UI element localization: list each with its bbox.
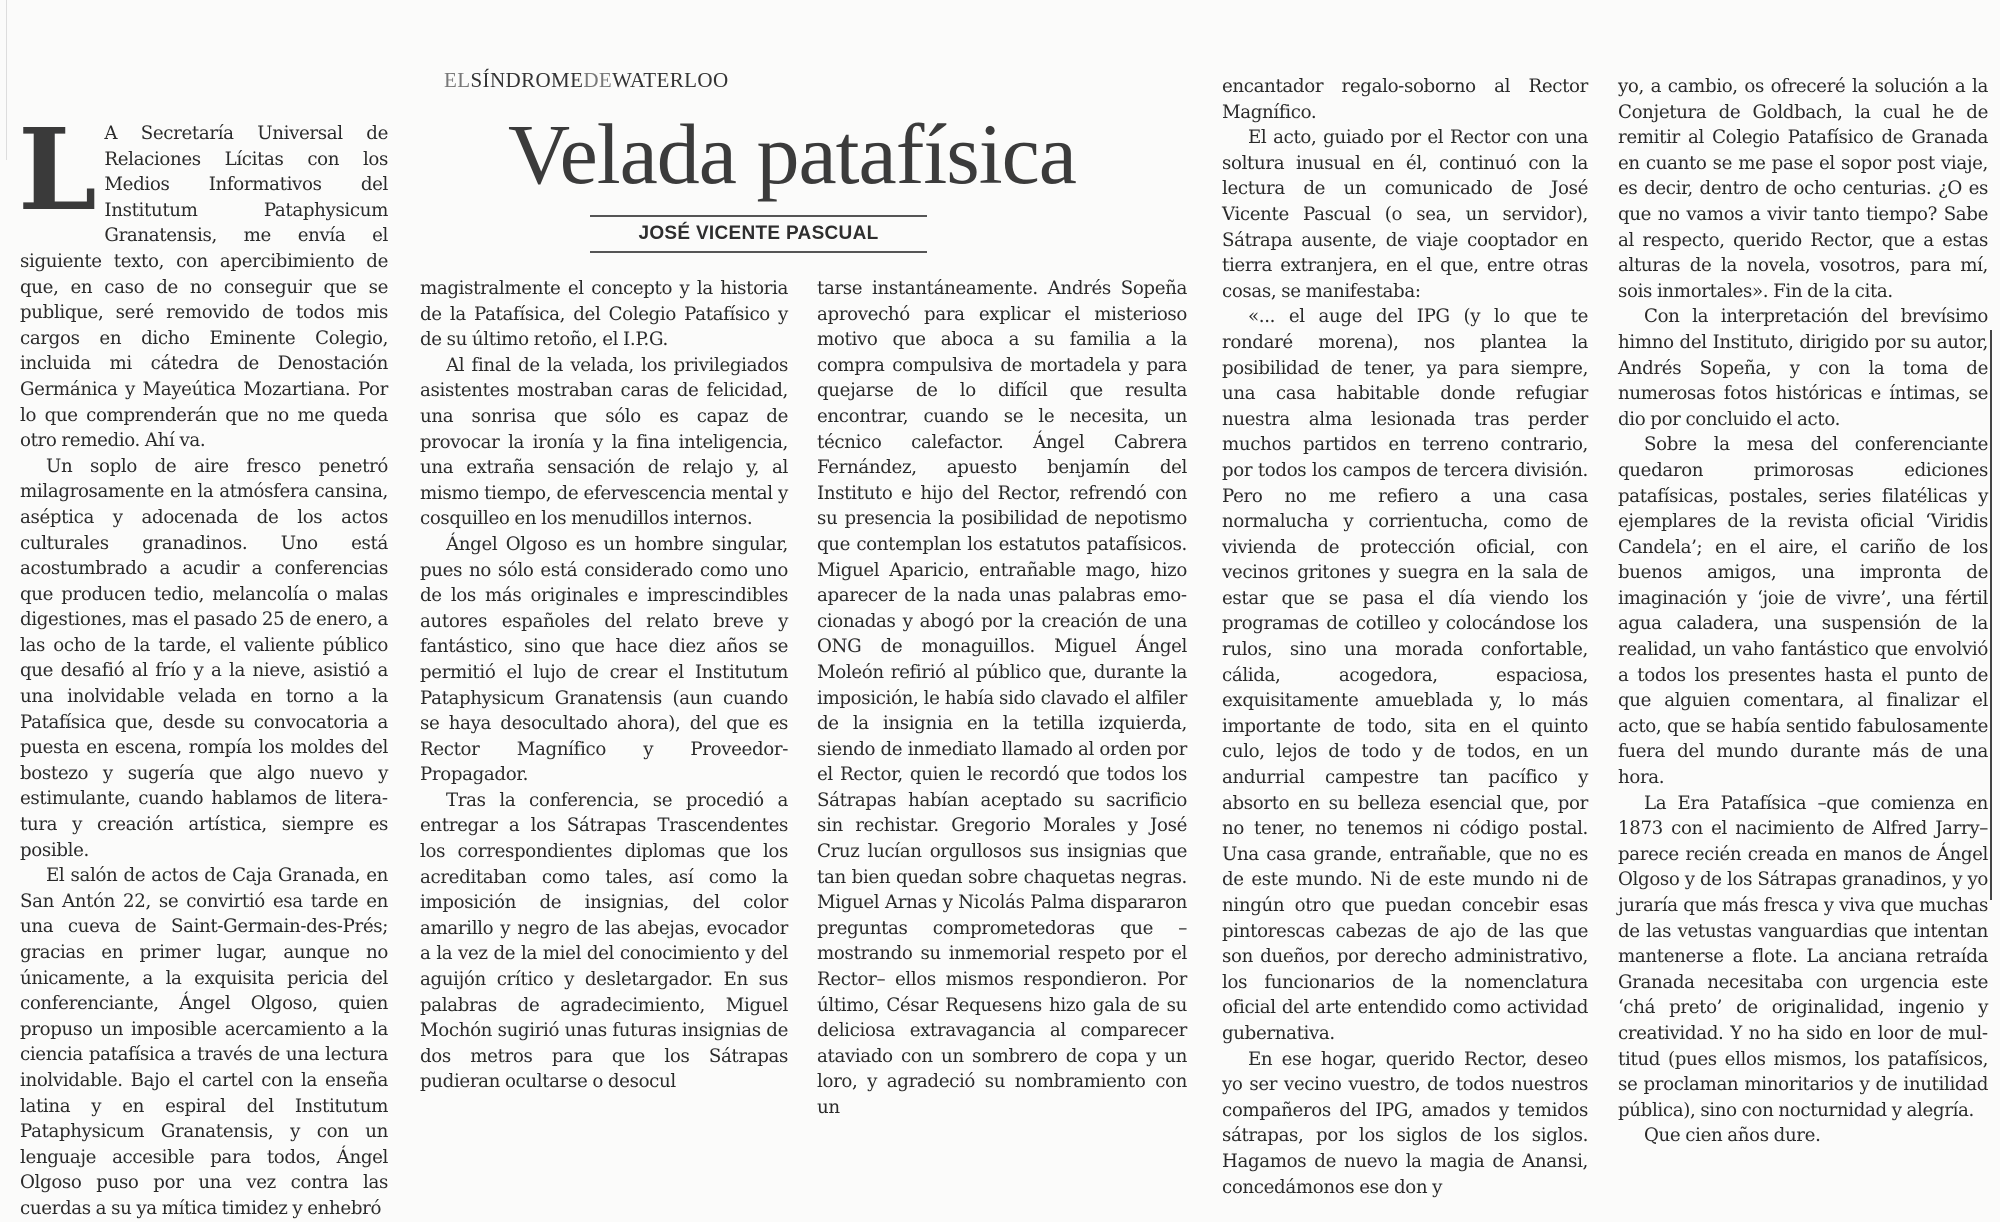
paragraph: La Era Patafísica –que comienza en 1873 con el nacimiento de Alfred Jarry– parece recién creada en manos de Ángel Olgoso y de los Sátrapas granadinos, y yo juraría que más fresca y viva que muchas de las vetustas vanguardias que intentan mantenerse a flote. La anciana retraída Granada necesitaba con urgencia este ‘chá preto’ de originalidad, ingenio y creatividad. Y no ha sido en loor de multitud (pues ellos mismos, los patafísicos, se proclaman minoritarios y de inutilidad pública), sino con nocturnidad y alegría. xyxy=(1618,792,1988,1121)
paragraph: El acto, guiado por el Rector con una soltura inusual en él, continuó con la lectura de un comunicado de José Vicente Pascual (o sea, un servidor), Sátrapa ausente, de viaje cooptador en tierra extranjera, en el que, entre otras cosas, se manifestaba: xyxy=(1222,127,1588,302)
paragraph: Que cien años dure. xyxy=(1644,1125,1821,1147)
article-column-3 xyxy=(817,276,1187,1121)
section-label-part: WATERLOO xyxy=(612,68,729,92)
byline-rule-bottom xyxy=(590,251,927,253)
paragraph: magistralmente el concepto y la historia de la Patafísica, del Colegio Patafísico y de su último retoño, el I.P.G. xyxy=(420,278,788,351)
article-column-2 xyxy=(420,276,788,1095)
paragraph: «... el auge del IPG (y lo que te rondaré morena), nos plantea la posibilidad de tener, ya para siempre, una casa habitable donde refugiar nuestra alma lesionada tras perder muchos partidos en terreno contrario, por todos los campos de tercera división. Pero no me refiero a una casa normalucha y corrientucha, como de vivienda de protección oficial, con vecinos gritones y suegra en la sala de estar que se pasa el día viendo los programas de cotilleo y colocándose los rulos, sino una morada confortable, cálida, acogedora, espaciosa, exquisitamente amueblada y, lo más importante de todo, sita en el quinto culo, lejos de todo y de todos, en un andurrial campestre tan pacífico y absorto en su belleza esencial que, por no tener, no tenemos ni código postal. Una casa grande, entrañable, que no es de este mundo. Ni de este mundo ni de ningún otro que puedan concebir esas pintorescas cabezas de ajo de las que son dueños, por derecho administrativo, los funcionarios de la nomenclatura oficial del arte entendido como actividad gubernativa. xyxy=(1222,306,1588,1044)
paragraph: El salón de actos de Caja Granada, en San Antón 22, se convirtió esa tarde en una cueva de Saint-Germain-des-Prés; gracias en primer lugar, aunque no únicamente, a la exquisita pericia del conferenciante, Ángel Olgoso, quien propuso un imposible acercamiento a la ciencia patafísica a través de una lectura inolvidable. Bajo el cartel con la enseña latina y en espiral del Institutum Pataphysicum Granatensis, y con un lenguaje accesible para todos, Ángel Olgoso puso por una vez contra las cuerdas a su ya mítica timidez y enhebró xyxy=(20,865,388,1219)
paragraph: Con la interpretación del brevísimo himno del Instituto, dirigido por su autor, Andrés Sopeña, y con la toma de numerosas fotos históricas e íntimas, se dio por concluido el acto. xyxy=(1618,306,1988,430)
section-label-part: EL xyxy=(444,68,471,92)
paragraph: Al final de la velada, los privilegiados asistentes mostraban caras de felicidad, una sonrisa que sólo es capaz de provocar la ironía y la fina inteligencia, una extraña sensación de relajo y, al mismo tiempo, de efervescencia mental y cosquilleo en los menudillos internos. xyxy=(420,354,788,530)
section-label xyxy=(444,68,729,93)
paragraph: encantador regalo-soborno al Rector Magnífico. xyxy=(1222,76,1588,123)
page-edge-rule xyxy=(6,0,7,160)
byline: JOSÉ VICENTE PASCUAL xyxy=(638,223,879,244)
paragraph: En ese hogar, querido Rector, deseo yo ser vecino vuestro, de todos nuestros compañeros del IPG, amados y temidos sátrapas, por los siglos de los siglos. Hagamos de nuevo la magia de Anansi, concedámonos ese don y xyxy=(1222,1048,1588,1198)
article-column-5 xyxy=(1618,74,1988,1149)
paragraph: tarse instantáneamente. Andrés Sopeña aprovechó para explicar el misterioso motivo que aboca a su familia a la compra compulsiva de mortadela y para quejarse de lo difícil que resulta encontrar, cuando se le necesita, un técnico calefactor. Ángel Cabrera Fernández, apuesto benjamín del Instituto e hijo del Rector, refrendó con su presencia la posibilidad de nepotismo que contemplan los estatutos patafísicos. Miguel Aparicio, entrañable mago, hizo aparecer de la nada unas palabras emocionadas y abogó por la creación de una ONG de monaguillos. Miguel Ángel Moleón refirió al público que, durante la imposición, le había sido clavado el alfiler de la insignia en la tetilla izquierda, siendo de inmediato llamado al orden por el Rector, quien le recordó que todos los Sátrapas habían aceptado su sacrificio sin rechistar. Gregorio Morales y José Cruz lucían orgullosos sus insignias que tan bien quedan sobre chaquetas negras. Miguel Arnas y Nicolás Palma dispararon preguntas comprometedoras que –mostrando su inmemorial respeto por el Rector– ellos mismos respondieron. Por último, César Requesens hizo gala de su deliciosa extravagancia al comparecer ataviado con un sombrero de copa y un loro, y agradeció su nombramiento con un xyxy=(817,278,1187,1118)
paragraph: A Secretaría Universal de Relaciones Lícitas con los Medios Informativos del Institutum Pataphysicum Granatensis, me envía el siguiente texto, con apercibimiento de que, en caso de no conseguir que se publique, seré removido de todos mis cargos en dicho Eminente Colegio, incluida mi cátedra de Denostación Germánica y Mayeútica Mozartiana. Por lo que comprenderán que no me queda otro remedio. Ahí va. xyxy=(20,123,388,452)
paragraph: yo, a cambio, os ofreceré la solución a la Conjetura de Goldbach, la cual he de remitir al Colegio Patafísico de Granada en cuanto se me pase el sopor post viaje, es decir, dentro de ocho centurias. ¿O es que no vamos a vivir tanto tiempo? Sabe al respecto, querido Rector, que a estas alturas de la novela, vosotros, para mí, sois inmortales». Fin de la cita. xyxy=(1618,76,1988,302)
column-rule xyxy=(1990,330,1992,900)
paragraph: Tras la conferencia, se procedió a entregar a los Sátrapas Trascendentes los correspondientes diplomas que los acreditaban como tales, así como la imposición de insignias, del color amarillo y negro de las abejas, evocador a la vez de la miel del conocimiento y del aguijón crítico y desletargador. En sus palabras de agradecimiento, Miguel Mochón sugirió unas futuras insignias de dos metros para que los Sátrapas pudieran ocultarse o desocul xyxy=(420,789,788,1093)
section-label-part: SÍNDROME xyxy=(470,68,584,92)
headline: Velada patafísica xyxy=(508,106,1076,202)
article-column-4 xyxy=(1222,74,1588,1200)
section-label-part: DE xyxy=(583,68,613,92)
paragraph: Ángel Olgoso es un hombre singular, pues no sólo está considerado como uno de los más originales e imprescindibles autores españoles del relato breve y fantástico, sino que hace diez años se permitió el lujo de crear el Institutum Pataphysicum Granatensis (aun cuando se haya desocultado ahora), del que es Rector Magnífico y Proveedor-Propagador. xyxy=(420,533,788,786)
paragraph: Sobre la mesa del conferenciante quedaron primorosas ediciones patafísicas, postales, series filatélicas y ejemplares de la revista oficial ‘Viridis Candela’; en el aire, el cariño de los buenos amigos, una impronta de imaginación y ‘joie de vivre’, una fértil agua caladera, una suspensión de la realidad, un vaho fantástico que envolvió a todos los presentes hasta el punto de que alguien comentara, al finalizar el acto, que se había sentido fabulosamente fuera del mundo durante más de una hora. xyxy=(1618,434,1988,789)
byline-rule-top xyxy=(590,215,927,217)
article-column-1 xyxy=(18,105,388,1222)
dropcap: L xyxy=(18,105,97,236)
paragraph: Un soplo de aire fresco penetró milagrosamente en la atmósfera cansina, aséptica y adocenada de los actos culturales granadinos. Uno está acostumbrado a acudir a conferencias que producen tedio, melancolía o malas digestiones, mas el pasado 25 de enero, a las ocho de la tarde, el valiente público que desafió al frío y a la nieve, asistió a una inolvidable velada en torno a la Patafísica que, desde su convocatoria a puesta en escena, rompía los moldes del bostezo y sugería que algo nuevo y estimulante, cuando hablamos de literatura y creación artística, siempre es posible. xyxy=(20,455,388,861)
